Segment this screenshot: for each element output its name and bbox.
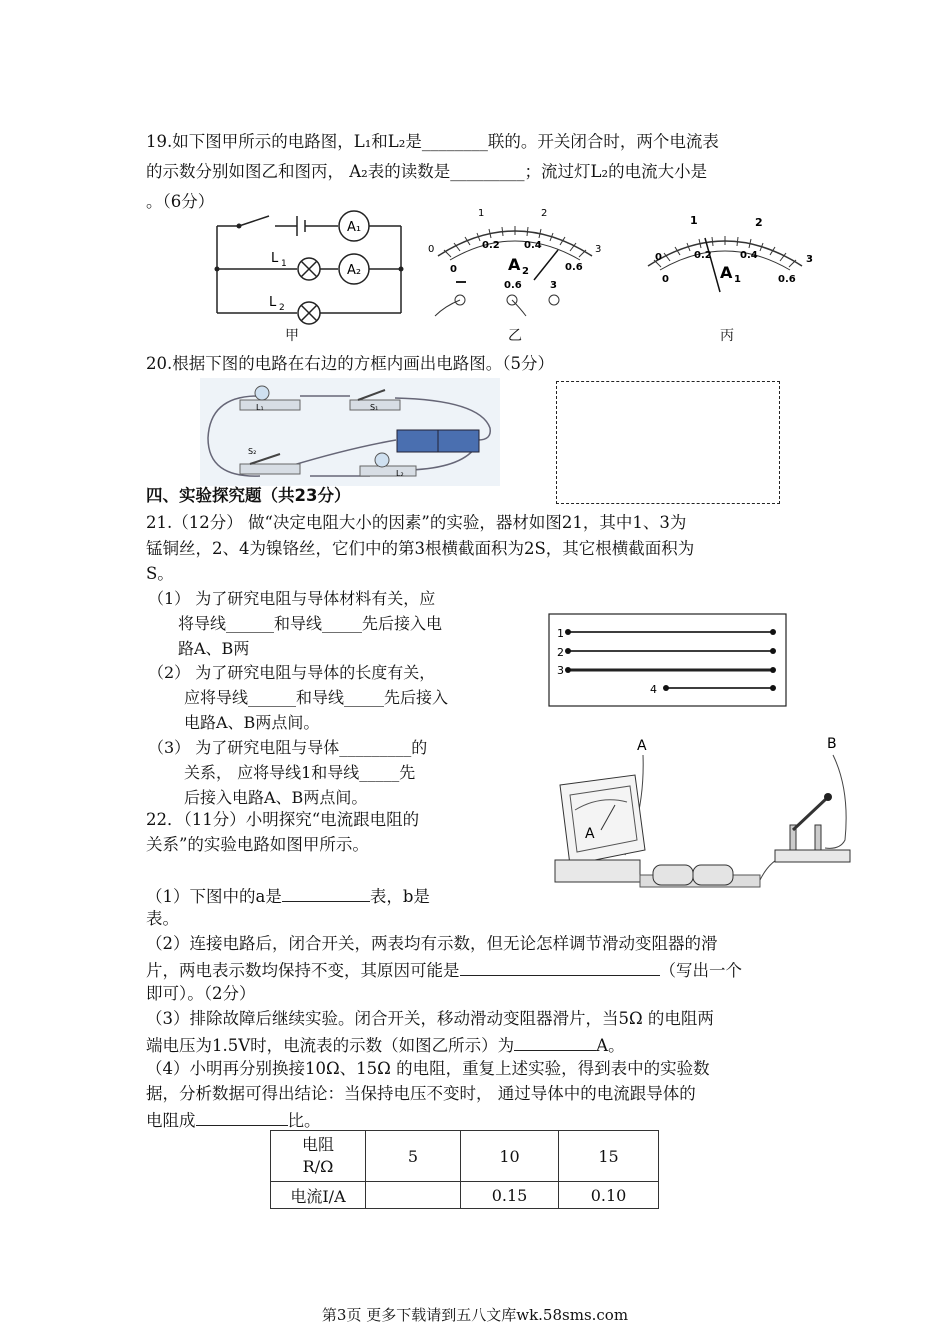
svg-text:0.6: 0.6 bbox=[504, 280, 522, 291]
q22-part3-a: （3）排除故障后继续实验。闭合开关，移动滑动变阻器滑片，当5Ω 的电阻两 bbox=[146, 1009, 714, 1028]
svg-text:L₂: L₂ bbox=[396, 469, 404, 478]
q21-part1: （1） 为了研究电阻与导体材料有关，应 将导线______和导线_____先后接入电 路A、B两 bbox=[148, 589, 443, 658]
q19-line1: 19.如下图甲所示的电路图，L₁和L₂是________联的。开关闭合时，两个电流表 bbox=[146, 132, 719, 151]
q19-line3: 。（6分） bbox=[146, 192, 215, 211]
q19-line2: 的示数分别如图乙和图丙， A₂表的读数是_________；流过灯L₂的电流大小是 bbox=[146, 162, 708, 181]
svg-text:0.4: 0.4 bbox=[524, 240, 542, 251]
svg-text:2: 2 bbox=[522, 266, 529, 277]
answer-blank-a[interactable] bbox=[282, 883, 370, 902]
physical-circuit-photo bbox=[200, 378, 500, 486]
svg-text:1: 1 bbox=[478, 208, 485, 219]
svg-text:1: 1 bbox=[281, 259, 287, 269]
q22-part3-b: 端电压为1.5V时，电流表的示数（如图乙所示）为 A。 bbox=[146, 1032, 625, 1058]
data-table bbox=[270, 1130, 659, 1209]
svg-text:0: 0 bbox=[428, 244, 435, 255]
table-row bbox=[271, 1182, 659, 1209]
q22-part1-end: 表。 bbox=[146, 909, 179, 928]
q21-line3: S。 bbox=[146, 564, 174, 583]
svg-text:1: 1 bbox=[734, 274, 741, 285]
needle bbox=[705, 238, 720, 292]
q21-line2: 锰铜丝，2、4为镍铬丝，它们中的第3根横截面积为2S，其它根横截面积为 bbox=[146, 539, 695, 558]
svg-text:2: 2 bbox=[541, 208, 548, 219]
q22-part4-b: 据，分析数据可得出结论：当保持电压不变时， 通过导体中的电流跟导体的 bbox=[146, 1084, 696, 1103]
table-header-current: 电流I/A bbox=[271, 1182, 366, 1209]
ammeter-dial-yi bbox=[420, 208, 610, 323]
section-title: 四、实验探究题（共23分） bbox=[146, 486, 351, 505]
svg-text:3: 3 bbox=[550, 280, 557, 291]
terminal-b-label: B bbox=[827, 736, 837, 752]
lamp-l1-label: L bbox=[271, 251, 279, 266]
lamp-l2-label: L bbox=[269, 295, 277, 310]
table-cell[interactable] bbox=[366, 1182, 461, 1209]
circuit-diagram-jia bbox=[205, 210, 415, 325]
needle bbox=[534, 250, 558, 280]
answer-box[interactable] bbox=[556, 381, 780, 504]
switch-pivot bbox=[237, 224, 242, 229]
answer-blank-current[interactable] bbox=[514, 1032, 596, 1051]
terminal-a-label: A bbox=[637, 738, 647, 754]
ammeter-a1-label: A₁ bbox=[347, 220, 362, 235]
table-cell: 0.15 bbox=[461, 1182, 559, 1209]
table-cell: 15 bbox=[559, 1131, 659, 1182]
q22-part4-c: 电阻成 比。 bbox=[146, 1107, 321, 1133]
figure-label-yi: 乙 bbox=[508, 328, 522, 344]
svg-text:3: 3 bbox=[806, 254, 813, 265]
svg-text:A: A bbox=[508, 255, 521, 274]
q21-part2: （2） 为了研究电阻与导体的长度有关， 应将导线______和导线_____先后接入 电路A、B两点间。 bbox=[148, 663, 449, 732]
svg-text:A: A bbox=[585, 826, 595, 842]
q22-part2-a: （2）连接电路后，闭合开关，两表均有示数，但无论怎样调节滑动变阻器的滑 bbox=[146, 934, 718, 953]
svg-text:0.2: 0.2 bbox=[694, 250, 712, 261]
table-row bbox=[271, 1131, 659, 1182]
svg-text:2: 2 bbox=[279, 303, 285, 313]
svg-text:0.4: 0.4 bbox=[740, 250, 758, 261]
svg-text:S₂: S₂ bbox=[248, 447, 257, 456]
ammeter-dial-bing bbox=[630, 208, 820, 298]
ammeter-a2-label: A₂ bbox=[347, 263, 362, 278]
svg-text:1: 1 bbox=[690, 214, 698, 227]
q22-part1: （1）下图中的a是 表，b是 bbox=[146, 883, 430, 909]
svg-text:0.2: 0.2 bbox=[482, 240, 500, 251]
q20-line1: 20.根据下图的电路在右边的方框内画出电路图。（5分） bbox=[146, 354, 554, 373]
svg-text:3: 3 bbox=[557, 664, 564, 677]
table-cell: 5 bbox=[366, 1131, 461, 1182]
figure-label-jia: 甲 bbox=[285, 328, 299, 344]
svg-text:2: 2 bbox=[557, 646, 564, 659]
answer-blank-reason[interactable] bbox=[460, 957, 660, 976]
figure-label-bing: 丙 bbox=[720, 328, 734, 344]
svg-text:A: A bbox=[720, 263, 733, 282]
q21-part3: （3） 为了研究电阻与导体_________的 关系， 应将导线1和导线_____先 后接入电路A、B两点间。 bbox=[148, 738, 428, 807]
svg-text:S₁: S₁ bbox=[370, 403, 379, 412]
svg-text:L₁: L₁ bbox=[256, 403, 264, 412]
svg-text:4: 4 bbox=[650, 683, 657, 696]
page-footer: 第3页 更多下载请到五八文库wk.58sms.com bbox=[321, 1306, 629, 1324]
q22-part4-a: （4）小明再分别换接10Ω、15Ω 的电阻，重复上述实验，得到表中的实验数 bbox=[146, 1059, 710, 1078]
q22-line1: 22．（11分）小明探究“电流跟电阻的 bbox=[146, 810, 420, 829]
table-cell: 0.10 bbox=[559, 1182, 659, 1209]
answer-blank-ratio[interactable] bbox=[196, 1107, 288, 1126]
experiment-apparatus-figure bbox=[545, 730, 855, 900]
svg-text:0: 0 bbox=[450, 264, 457, 275]
svg-text:0.6: 0.6 bbox=[565, 262, 583, 273]
q21-line1: 21.（12分） 做“决定电阻大小的因素”的实验，器材如图21，其中1、3为 bbox=[146, 513, 687, 532]
table-header-resistance: 电阻 R/Ω bbox=[271, 1131, 366, 1182]
q22-line2: 关系”的实验电路如图甲所示。 bbox=[146, 835, 369, 854]
svg-text:0: 0 bbox=[655, 252, 662, 263]
svg-text:0.6: 0.6 bbox=[778, 274, 796, 285]
svg-text:1: 1 bbox=[557, 627, 564, 640]
q22-part2-b: 片，两电表示数均保持不变，其原因可能是 （写出一个 bbox=[146, 957, 742, 983]
svg-text:0: 0 bbox=[662, 274, 669, 285]
q22-part2-d: 即可）。（2分） bbox=[146, 984, 256, 1003]
wire-sample-figure bbox=[548, 613, 788, 708]
svg-text:3: 3 bbox=[595, 244, 602, 255]
table-cell: 10 bbox=[461, 1131, 559, 1182]
svg-text:2: 2 bbox=[755, 216, 763, 229]
